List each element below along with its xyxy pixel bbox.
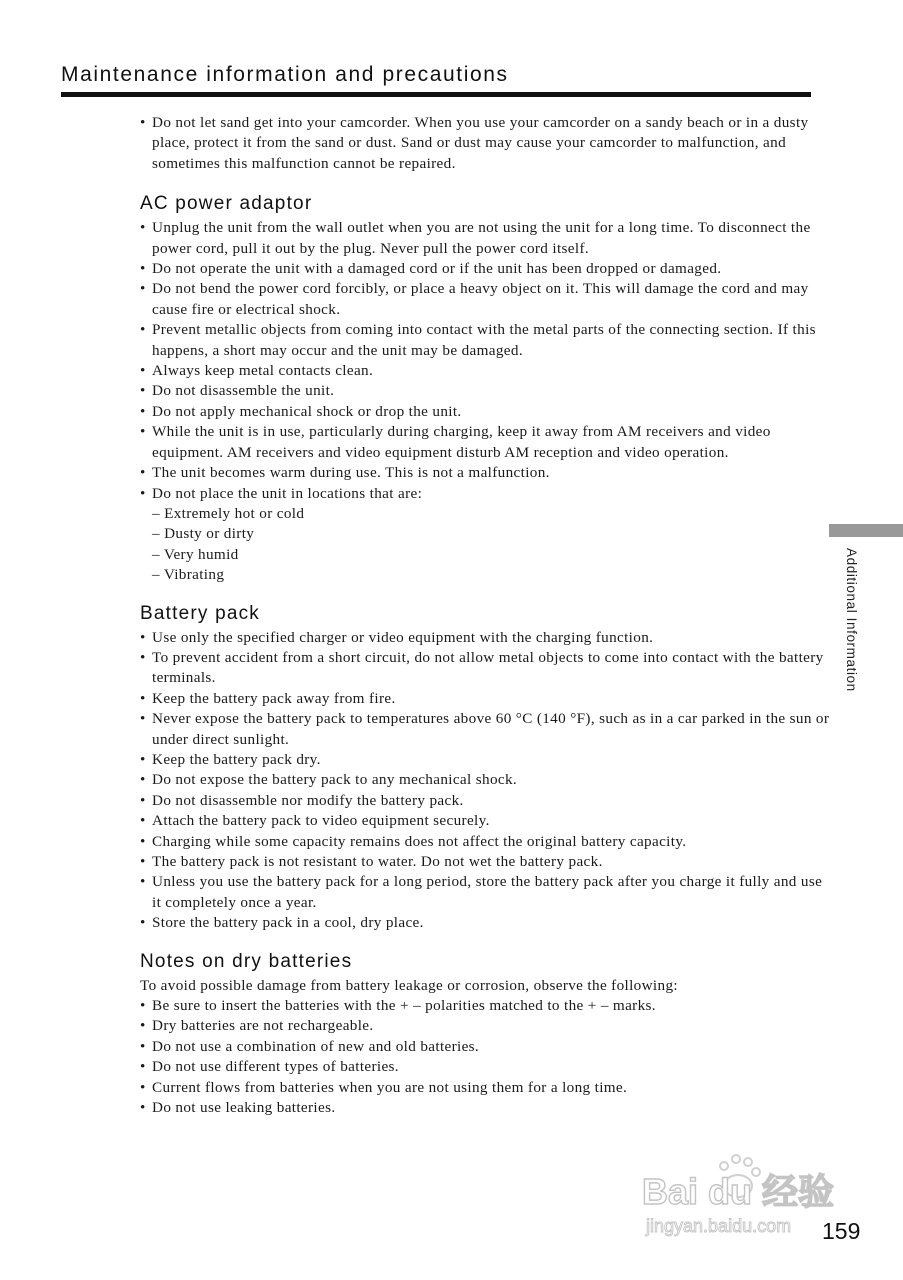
bullet-item: • The battery pack is not resistant to water. Do not wet the battery pack. (140, 852, 830, 872)
bullet-item: • Do not expose the battery pack to any mechanical shock. (140, 770, 830, 790)
bullet-item: • Do not use different types of batteries. (140, 1057, 830, 1077)
bullet-item: • Unplug the unit from the wall outlet when you are not using the unit for a long time. To disconnect the power cord, pull it out by the plug. Never pull the power cord itself. (140, 218, 830, 259)
bullet-item: • Do not use a combination of new and old batteries. (140, 1037, 830, 1057)
sub-list-item: – Vibrating (152, 566, 225, 584)
bullet-item: • Unless you use the battery pack for a long period, store the battery pack after you charge it fully and use it completely once a year. (140, 872, 830, 913)
sub-list-item: – Extremely hot or cold (152, 504, 305, 522)
section-heading-battery-pack: Battery pack (140, 602, 261, 624)
bullet-item: • Store the battery pack in a cool, dry place. (140, 913, 830, 933)
ac-adaptor-bullet-list (140, 218, 830, 504)
bullet-item: • Dry batteries are not rechargeable. (140, 1016, 830, 1036)
section-tab-label: Additional Information (844, 548, 859, 692)
bullet-item: • Prevent metallic objects from coming into contact with the metal parts of the connecting section. If this happens, a short may occur and the unit may be damaged. (140, 320, 830, 361)
location-sub-list (140, 504, 830, 586)
intro-bullet-list (140, 113, 830, 174)
bullet-item: • To prevent accident from a short circuit, do not allow metal objects to come into contact with the battery terminals. (140, 648, 830, 689)
bullet-item: • While the unit is in use, particularly during charging, keep it away from AM receivers and video equipment. AM receivers and video equipment disturb AM reception and video operation. (140, 422, 830, 463)
svg-text:jingyan.baidu.com: jingyan.baidu.com (646, 1216, 792, 1236)
bullet-item: • Charging while some capacity remains does not affect the original battery capacity. (140, 832, 830, 852)
bullet-item: • Use only the specified charger or video equipment with the charging function. (140, 628, 830, 648)
bullet-item: • Do not disassemble nor modify the battery pack. (140, 791, 830, 811)
bullet-item: • Never expose the battery pack to temperatures above 60 °C (140 °F), such as in a car parked in the sun or under direct sunlight. (140, 709, 830, 750)
sub-list-item: – Very humid (152, 545, 239, 563)
bullet-item: • Do not place the unit in locations that are: (140, 484, 830, 504)
dry-batteries-intro: To avoid possible damage from battery leakage or corrosion, observe the following: (140, 976, 678, 994)
page-header-title: Maintenance information and precautions (61, 63, 509, 86)
battery-pack-bullet-list (140, 628, 830, 934)
bullet-item: • Attach the battery pack to video equipment securely. (140, 811, 830, 831)
dry-batteries-bullet-list (140, 996, 830, 1118)
bullet-item: • Do not use leaking batteries. (140, 1098, 830, 1118)
bullet-item: • Do not operate the unit with a damaged cord or if the unit has been dropped or damaged. (140, 259, 830, 279)
bullet-item: • Current flows from batteries when you are not using them for a long time. (140, 1078, 830, 1098)
page-content (140, 113, 830, 1118)
bullet-item: • The unit becomes warm during use. This is not a malfunction. (140, 463, 830, 483)
bullet-item: • Keep the battery pack away from fire. (140, 689, 830, 709)
svg-text:Bai du 经验: Bai du 经验 (642, 1171, 835, 1212)
bullet-item: • Be sure to insert the batteries with the + – polarities matched to the + – marks. (140, 996, 830, 1016)
bullet-item: • Do not disassemble the unit. (140, 381, 830, 401)
bullet-item: • Do not bend the power cord forcibly, or place a heavy object on it. This will damage the cord and may cause fire or electrical shock. (140, 279, 830, 320)
sub-list-item: – Dusty or dirty (152, 525, 255, 543)
section-heading-ac-power-adaptor: AC power adaptor (140, 193, 313, 215)
header-rule (61, 92, 811, 97)
bullet-item: • Always keep metal contacts clean. (140, 361, 830, 381)
bullet-item: • Do not apply mechanical shock or drop the unit. (140, 402, 830, 422)
bullet-item: • Keep the battery pack dry. (140, 750, 830, 770)
section-tab-marker (829, 524, 903, 537)
page-number: 159 (822, 1218, 861, 1244)
section-heading-dry-batteries: Notes on dry batteries (140, 950, 353, 972)
bullet-item: • Do not let sand get into your camcorder. When you use your camcorder on a sandy beach or in a dusty place, protect it from the sand or dust. Sand or dust may cause your camcorder to malfunction, and sometimes this malfunction cannot be repaired. (140, 113, 830, 174)
